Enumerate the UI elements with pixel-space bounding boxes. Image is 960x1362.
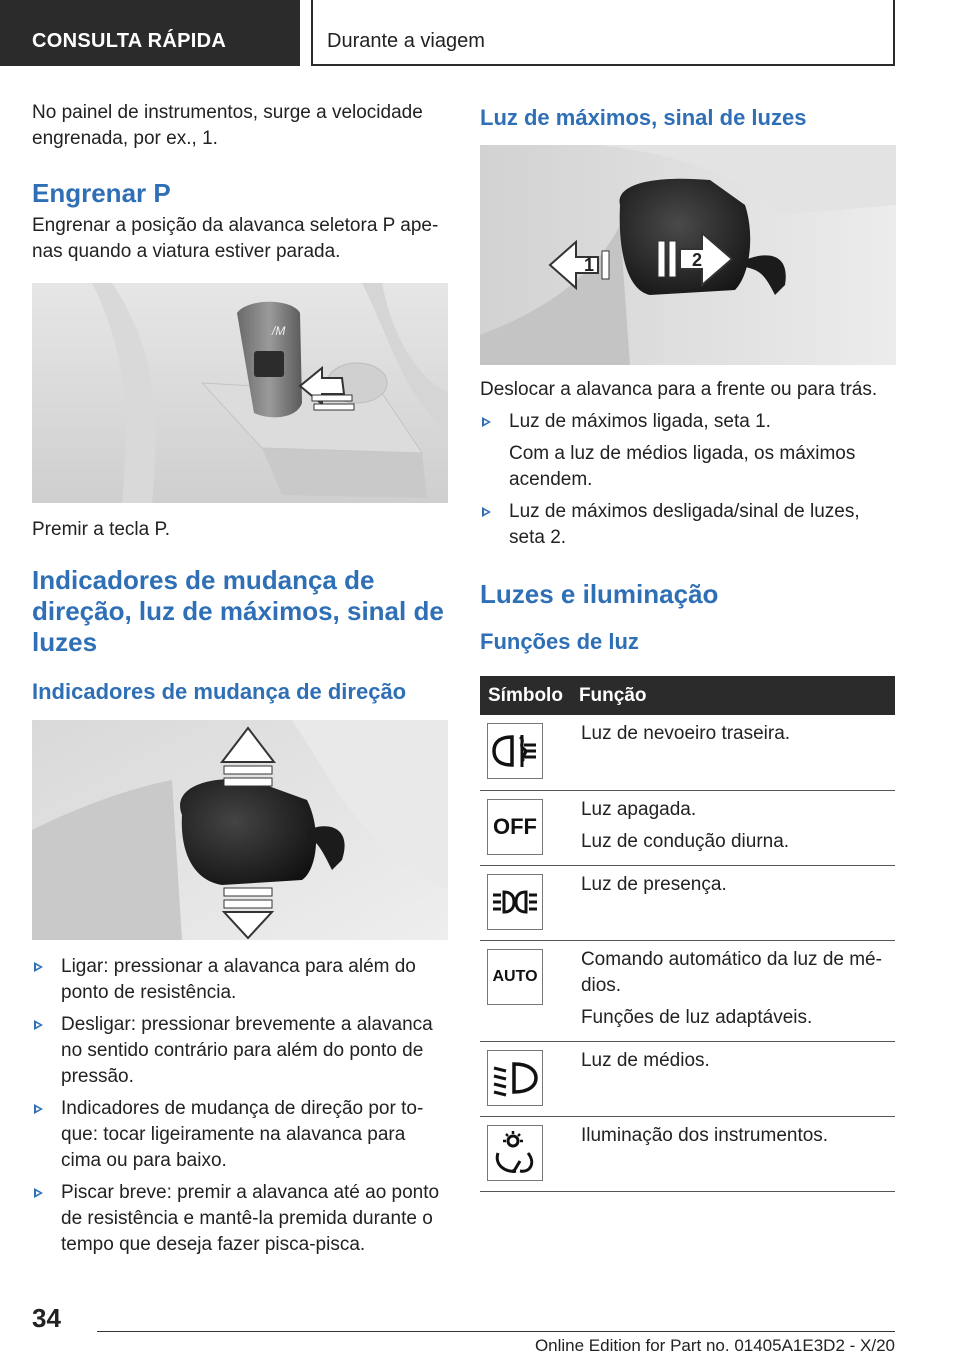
header-chapter-tab [311,0,895,66]
function-text: Luz de médios. [580,1049,710,1071]
high-beam-list [480,409,896,551]
gear-selector-photo [32,283,448,503]
high-beam-stalk-photo [480,145,896,365]
turn-signal-heading: Indicadores de mudança de direção [32,679,407,704]
left-column [32,100,448,1258]
turn-signal-list [32,954,448,1258]
park-caption: Premir a tecla P. [32,519,170,540]
high-beam-intro: Deslocar a alavanca para a frente ou para trás. [480,379,878,400]
list-item: Ligar: pressionar a alavanca para além do ponto de resistência. [32,954,448,1006]
list-item: Desligar: pressionar brevemente a alavanca no sentido contrário para além do ponto de pressão. [32,1012,448,1090]
park-paragraph: Engrenar a posição da alavanca seletora P ape-nas quando a viatura estiver parada. [32,215,439,262]
auto-icon: AUTO [487,949,543,1005]
bullet-triangle-icon [482,507,491,517]
function-text: Luz de condução diurna. [580,830,790,852]
table-row [480,715,895,790]
list-item-subtext: Com a luz de médios ligada, os máximos acendem. [509,443,856,490]
header-section-label: CONSULTA RÁPIDA [32,30,227,52]
lights-heading: Luzes e iluminação [480,579,719,609]
function-text: Funções de luz adaptáveis. [580,1006,813,1028]
parking-light-icon [487,874,543,930]
bullet-triangle-icon [34,1188,43,1198]
page-number: 34 [32,1303,61,1333]
list-item: Piscar breve: premir a alavanca até ao ponto de resistência e mantê-la premida durante o tempo que deseja fazer pisca-pisca. [32,1180,448,1258]
table-header-row [480,676,895,715]
footer-divider [97,1331,895,1332]
rear-fog-light-icon [487,723,543,779]
bullet-triangle-icon [34,1104,43,1114]
figure-label-1: 1 [584,255,595,275]
bullet-triangle-icon [34,962,43,972]
indicators-heading: Indicadores de mudança de direção, luz de máximos, sinal de luzes [32,565,444,657]
off-icon: OFF [487,799,543,855]
table-row [480,790,895,865]
figure-label-2: 2 [692,250,703,270]
table-row [480,865,895,940]
list-item: Luz de máximos desligada/sinal de luzes, seta 2. [480,499,896,551]
function-text: Luz de nevoeiro traseira. [580,723,791,744]
table-header-symbol: Símbolo [480,676,571,715]
function-text: Comando automático da luz de mé-dios. [580,948,882,996]
table-header-function: Função [571,676,895,715]
function-text: Luz de presença. [580,873,727,895]
low-beam-icon [487,1050,543,1106]
turn-signal-stalk-photo [32,720,448,940]
bullet-triangle-icon [34,1020,43,1030]
header-chapter-label: Durante a viagem [327,30,485,52]
park-heading: Engrenar P [32,178,171,208]
light-functions-heading: Funções de luz [480,629,639,654]
function-text: Iluminação dos instrumentos. [580,1124,829,1146]
footer-edition-text: Online Edition for Part no. 01405A1E3D2 - X/20 [534,1336,895,1355]
table-row [480,1116,895,1191]
right-column [480,100,896,1192]
instrument-lighting-icon [487,1125,543,1181]
list-item: Luz de máximos ligada, seta 1. Com a luz de médios ligada, os máximos acendem. [480,409,896,493]
svg-text:/M: /M [272,324,286,338]
bullet-triangle-icon [482,417,491,427]
function-text: Luz apagada. [580,798,697,820]
high-beam-heading: Luz de máximos, sinal de luzes [480,105,807,130]
table-row [480,940,895,1041]
list-item: Indicadores de mudança de direção por to-que: tocar ligeiramente na alavanca para cima ou para baixo. [32,1096,448,1174]
light-functions-table [480,676,895,1192]
intro-paragraph: No painel de instrumentos, surge a velocidade engrenada, por ex., 1. [32,102,423,149]
table-row [480,1041,895,1116]
header-section-tab [0,0,300,66]
